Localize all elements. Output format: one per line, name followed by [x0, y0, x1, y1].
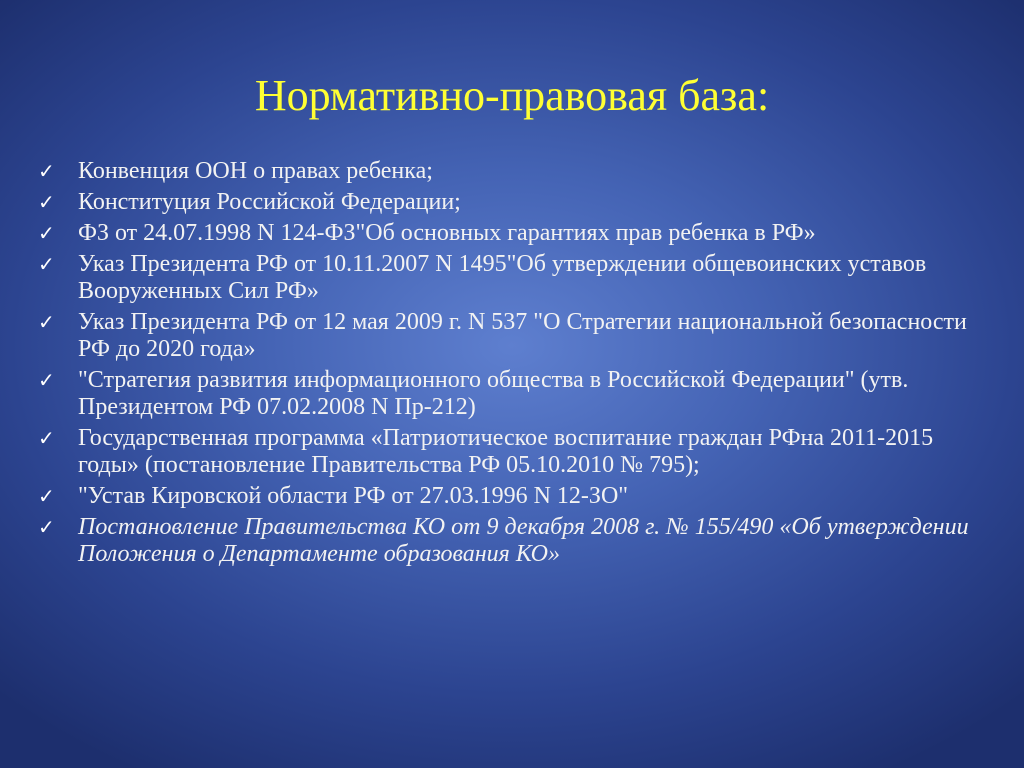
list-item — [38, 220, 998, 247]
legal-basis-list — [38, 158, 998, 572]
list-item — [38, 483, 998, 510]
checkmark-icon: ✓ — [38, 368, 55, 392]
list-item-text: Государственная программа «Патриотическое воспитание граждан РФна 2011-2015 годы» (постановление Правительства РФ 05.10.2010 № 795); — [78, 425, 934, 478]
checkmark-icon: ✓ — [38, 252, 55, 276]
list-item — [38, 189, 998, 216]
checkmark-icon: ✓ — [38, 221, 55, 245]
list-item — [38, 367, 998, 421]
list-item-text: "Устав Кировской области РФ от 27.03.1996 N 12-ЗО" — [78, 483, 629, 509]
checkmark-icon: ✓ — [38, 159, 55, 183]
checkmark-icon: ✓ — [38, 426, 55, 450]
list-item-text: Указ Президента РФ от 12 мая 2009 г. N 537 "О Стратегии национальной безопасности РФ до 2020 года» — [78, 309, 967, 362]
list-item-text: Постановление Правительства КО от 9 декабря 2008 г. № 155/490 «Об утверждении Положения о Департаменте образования КО» — [78, 514, 969, 567]
list-item — [38, 514, 998, 568]
slide-title: Нормативно-правовая база: — [254, 71, 770, 120]
checkmark-icon: ✓ — [38, 190, 55, 214]
checkmark-icon: ✓ — [38, 310, 55, 334]
checkmark-icon: ✓ — [38, 484, 55, 508]
list-item-text: "Стратегия развития информационного общества в Российской Федерации" (утв. Президентом РФ 07.02.2008 N Пр-212) — [78, 367, 909, 420]
list-item — [38, 158, 998, 185]
list-item — [38, 251, 998, 305]
list-item — [38, 425, 998, 479]
checkmark-icon: ✓ — [38, 515, 55, 539]
list-item-text: Конвенция ООН о правах ребенка; — [78, 158, 433, 184]
list-item-text: Конституция Российской Федерации; — [78, 189, 461, 215]
list-item-text: Указ Президента РФ от 10.11.2007 N 1495"Об утверждении общевоинских уставов Вооруженных Сил РФ» — [78, 251, 927, 304]
list-item — [38, 309, 998, 363]
list-item-text: ФЗ от 24.07.1998 N 124-ФЗ"Об основных гарантиях прав ребенка в РФ» — [78, 220, 816, 246]
